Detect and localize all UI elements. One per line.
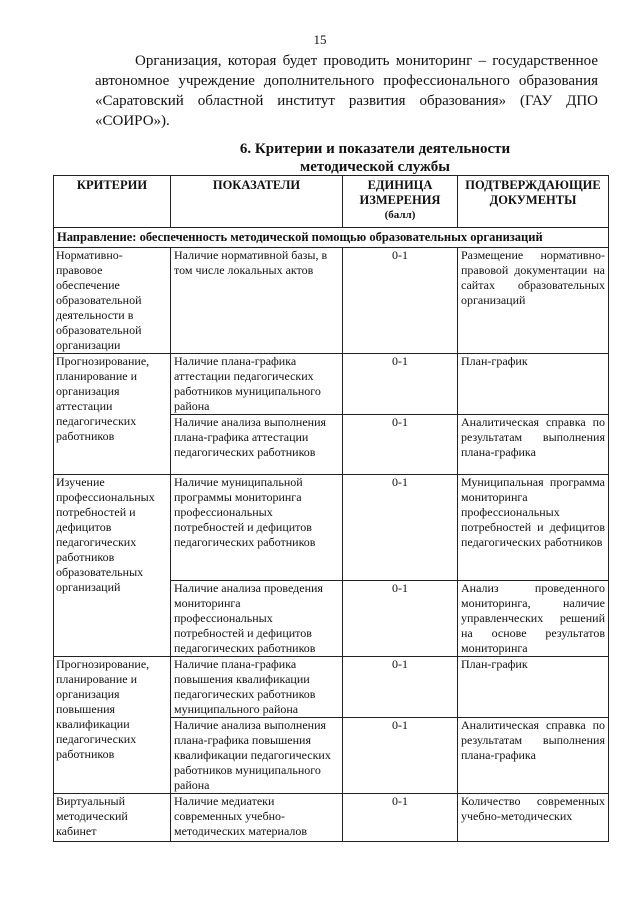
header-indicators: ПОКАЗАТЕЛИ (171, 176, 343, 228)
document-cell: Аналитическая справка по результатам выполнения плана-графика (458, 415, 609, 475)
criterion-cell: Изучение профессиональных потребностей и дефицитов педагогических работников образовательных организаций (54, 475, 171, 657)
indicator-cell: Наличие плана-графика повышения квалификации педагогических работников муниципального района (171, 657, 343, 718)
unit-cell: 0-1 (343, 794, 458, 842)
section-title-line2: методической службы (300, 159, 450, 175)
criteria-table (53, 175, 609, 842)
header-unit (343, 176, 458, 228)
indicator-cell: Наличие плана-графика аттестации педагогических работников муниципального района (171, 354, 343, 415)
table-row (54, 794, 609, 842)
document-cell: Размещение нормативно-правовой документации на сайтах образовательных организаций (458, 248, 609, 354)
page-number: 15 (313, 32, 327, 47)
table-row (54, 475, 609, 581)
unit-cell: 0-1 (343, 415, 458, 475)
indicator-cell: Наличие анализа проведения мониторинга профессиональных потребностей и дефицитов педагогических работников (171, 581, 343, 657)
indicator-cell: Наличие нормативной базы, в том числе локальных актов (171, 248, 343, 354)
table-header-row (54, 176, 609, 228)
criterion-cell: Нормативно-правовое обеспечение образовательной деятельности в образовательной организации (54, 248, 171, 354)
criterion-cell: Прогнозирование, планирование и организация аттестации педагогических работников (54, 354, 171, 475)
document-cell: План-график (458, 354, 609, 415)
document-cell: Количество современных учебно-методических (458, 794, 609, 842)
section-title-line1: 6. Критерии и показатели деятельности (239, 141, 511, 157)
indicator-cell: Наличие анализа выполнения плана-графика повышения квалификации педагогических работников муниципального района (171, 718, 343, 794)
table-row (54, 354, 609, 415)
criterion-cell: Прогнозирование, планирование и организация повышения квалификации педагогических работников (54, 657, 171, 794)
indicator-cell: Наличие муниципальной программы мониторинга профессиональных потребностей и дефицитов педагогических работников (171, 475, 343, 581)
unit-cell: 0-1 (343, 657, 458, 718)
header-unit-label: ЕДИНИЦА ИЗМЕРЕНИЯ (359, 178, 441, 207)
document-cell: План-график (458, 657, 609, 718)
document-cell: Муниципальная программа мониторинга профессиональных потребностей и дефицитов педагогических работников (458, 475, 609, 581)
table-row (54, 657, 609, 718)
intro-paragraph: Организация, которая будет проводить мониторинг – государственное автономное учреждение дополнительного профессионального образования «Саратовский областной институт развития образования» (ГАУ ДПО «СОИРО»). (95, 53, 598, 129)
direction-cell: Направление: обеспеченность методической помощью образовательных организаций (54, 228, 609, 248)
document-cell: Аналитическая справка по результатам выполнения плана-графика (458, 718, 609, 794)
table-row (54, 248, 609, 354)
unit-cell: 0-1 (343, 248, 458, 354)
indicator-cell: Наличие медиатеки современных учебно-методических материалов (171, 794, 343, 842)
indicator-cell: Наличие анализа выполнения плана-графика аттестации педагогических работников (171, 415, 343, 475)
header-unit-sub: (балл) (384, 209, 416, 221)
criterion-cell: Виртуальный методический кабинет (54, 794, 171, 842)
document-cell: Анализ проведенного мониторинга, наличие управленческих решений на основе результатов мониторинга (458, 581, 609, 657)
header-criteria: КРИТЕРИИ (54, 176, 171, 228)
header-documents: ПОДТВЕРЖДАЮЩИЕ ДОКУМЕНТЫ (458, 176, 609, 228)
section-title (180, 140, 570, 176)
unit-cell: 0-1 (343, 718, 458, 794)
unit-cell: 0-1 (343, 581, 458, 657)
unit-cell: 0-1 (343, 354, 458, 415)
direction-row (54, 228, 609, 248)
unit-cell: 0-1 (343, 475, 458, 581)
